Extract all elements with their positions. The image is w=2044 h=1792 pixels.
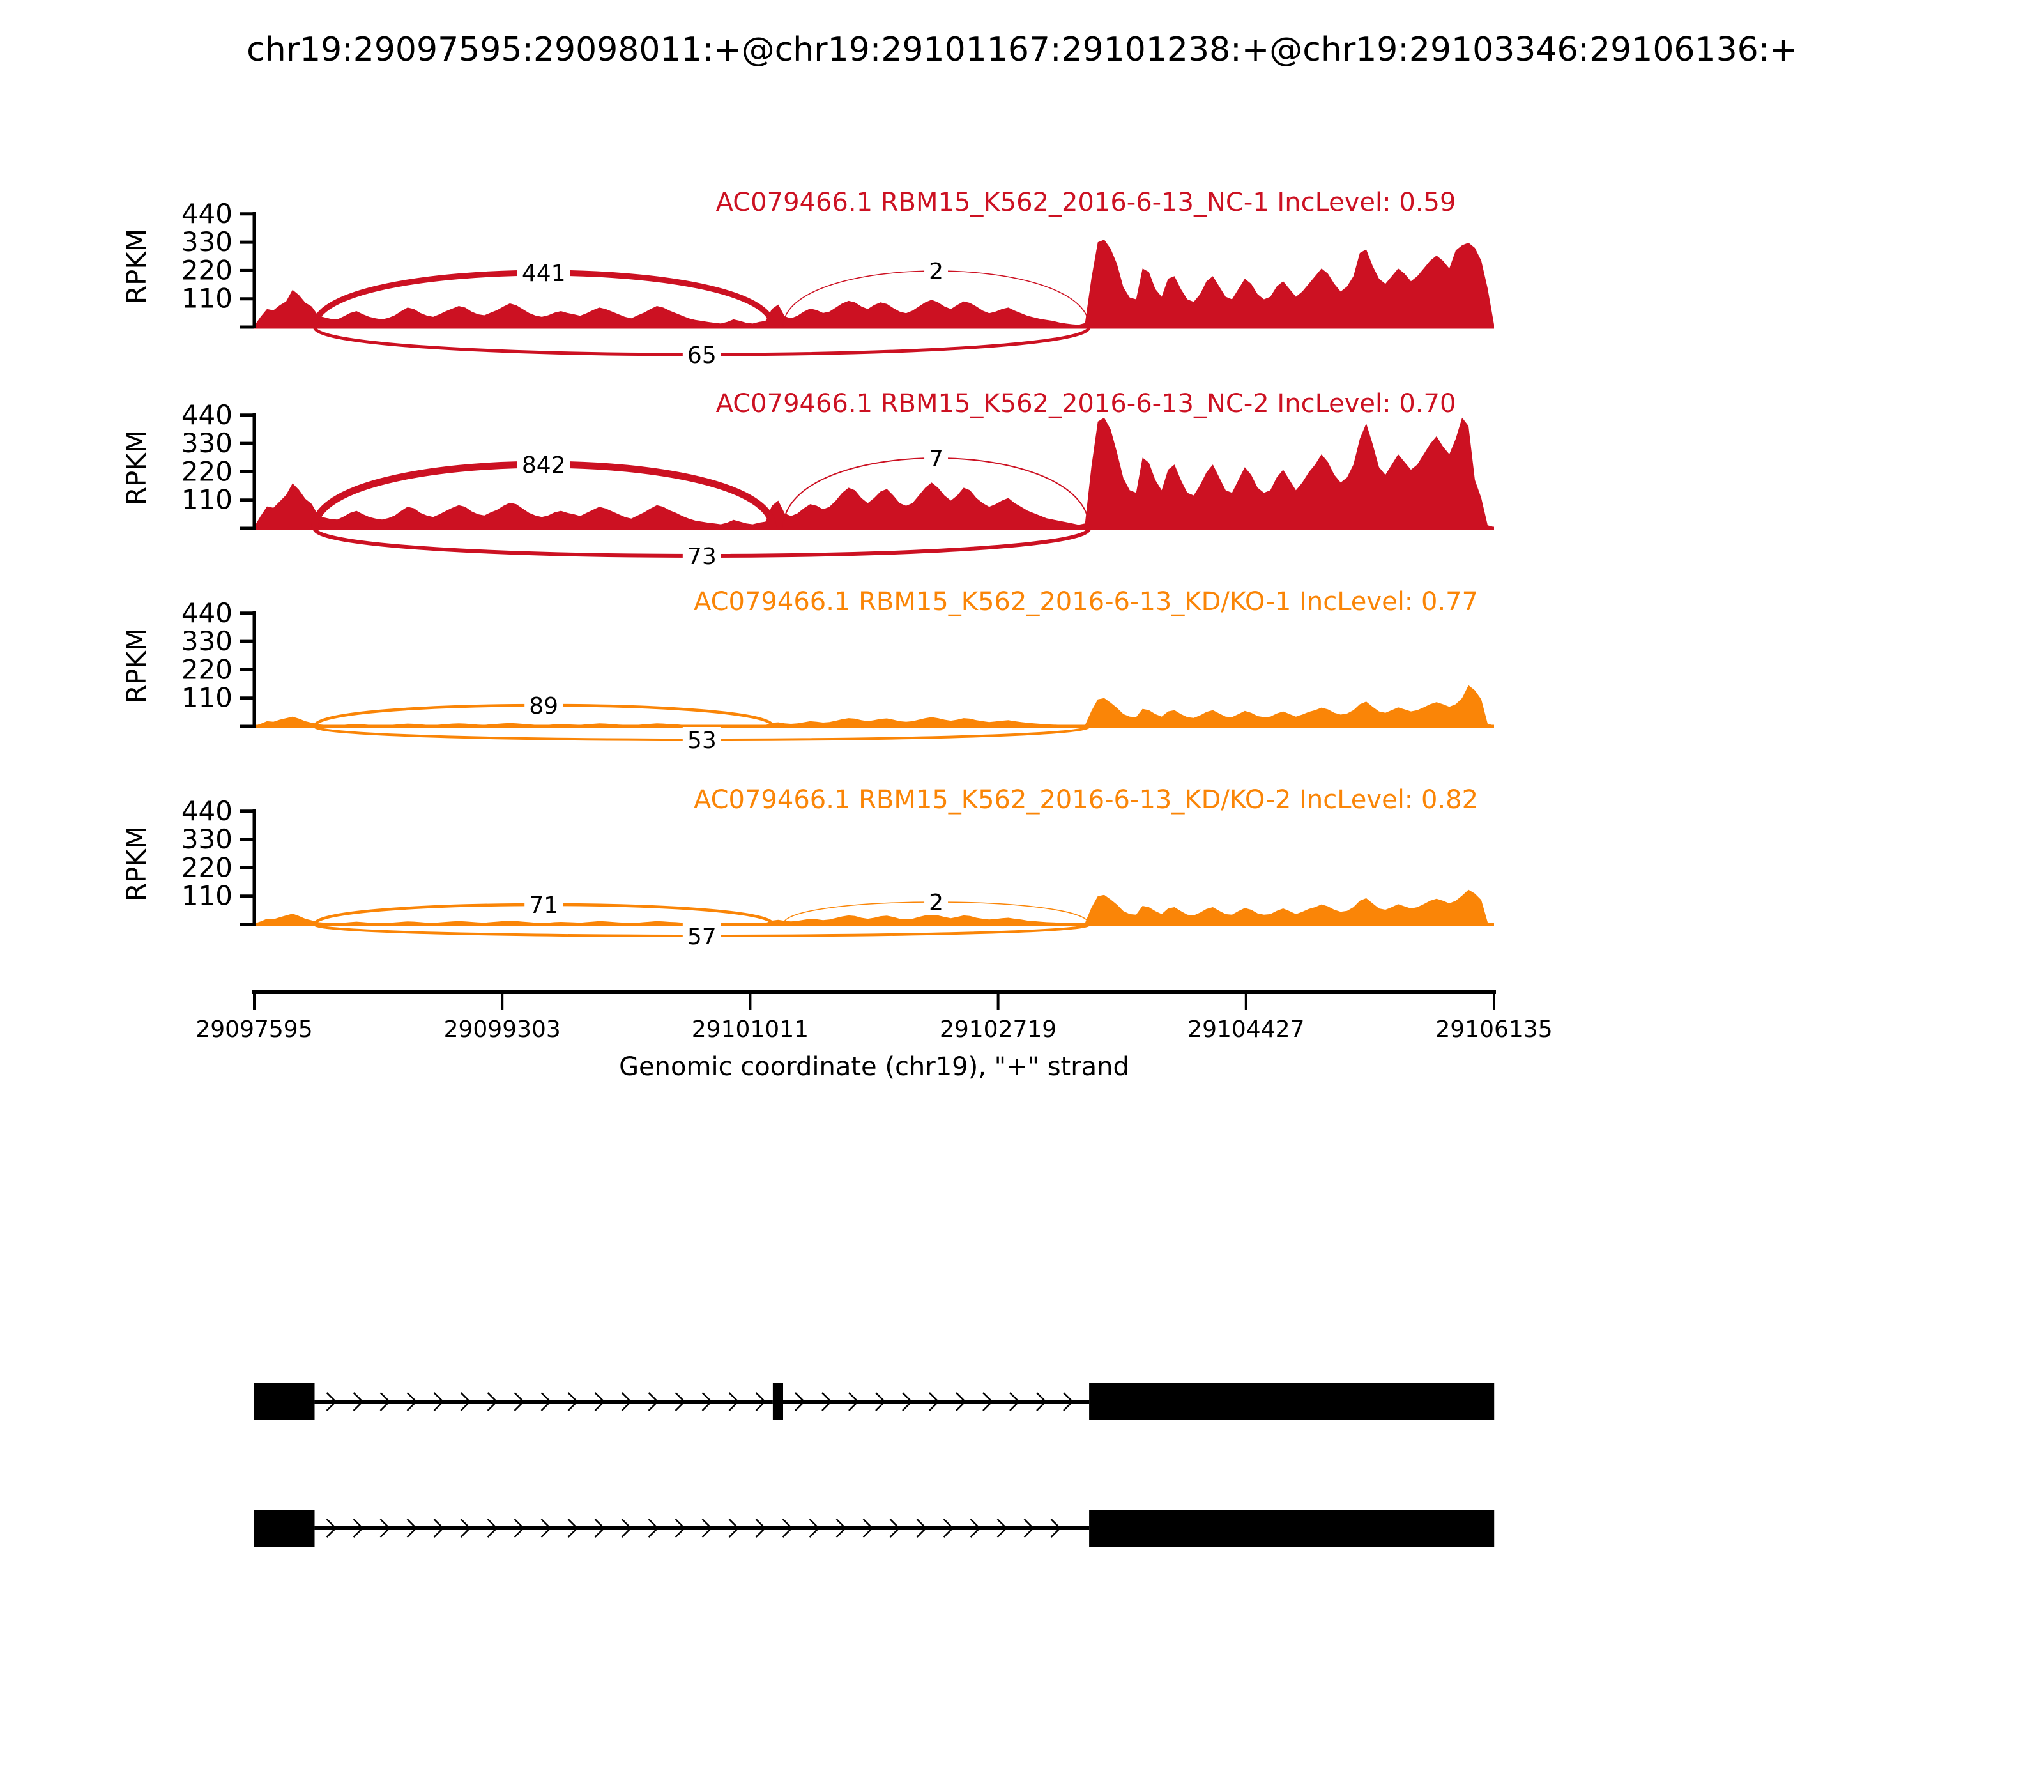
y-tick-label: 440 [181,399,233,431]
track-2 [121,389,1494,570]
y-axis-title: RPKM [121,627,152,704]
y-tick-label: 110 [181,880,233,912]
x-tick-label: 29104427 [1187,1016,1305,1043]
exon-box [254,1510,315,1547]
y-tick-label: 110 [181,682,233,714]
x-tick-label: 29106135 [1435,1016,1553,1043]
junction-count-label: 73 [687,544,717,570]
exon-box [254,1383,315,1420]
y-axis-title: RPKM [121,825,152,902]
y-axis-title: RPKM [121,228,152,305]
y-tick-label: 220 [181,254,233,286]
read-coverage-area [254,240,1494,327]
y-tick-label: 220 [181,654,233,685]
exon-box [773,1383,783,1420]
y-tick-label: 110 [181,282,233,314]
track-1 [121,188,1494,369]
track-3 [121,587,1494,754]
y-tick-label: 330 [181,427,233,459]
junction-count-label: 65 [687,342,717,369]
junction-count-label: 441 [521,261,566,287]
junction-count-label: 842 [521,452,566,479]
y-tick-label: 110 [181,484,233,516]
figure-title: chr19:29097595:29098011:+@chr19:29101167:29101238:+@chr19:29103346:29106136:+ [247,31,1797,69]
coverage-tracks [121,188,1494,950]
track-title: AC079466.1 RBM15_K562_2016-6-13_NC-1 IncLevel: 0.59 [715,188,1456,217]
isoform-2 [254,1510,1494,1547]
junction-count-label: 2 [929,890,944,916]
x-axis-title: Genomic coordinate (chr19), "+" strand [619,1052,1129,1082]
read-coverage-area [254,685,1494,726]
x-tick-label: 29101011 [691,1016,809,1043]
y-tick-label: 440 [181,795,233,827]
junction-count-label: 57 [687,924,717,950]
exon-box [1089,1510,1494,1547]
track-title: AC079466.1 RBM15_K562_2016-6-13_KD/KO-1 IncLevel: 0.77 [693,587,1479,616]
track-title: AC079466.1 RBM15_K562_2016-6-13_NC-2 IncLevel: 0.70 [715,389,1456,418]
genomic-x-axis [195,992,1552,1082]
junction-count-label: 89 [529,693,559,719]
y-tick-label: 330 [181,823,233,855]
x-tick-label: 29097595 [195,1016,313,1043]
track-4 [121,785,1494,950]
y-tick-label: 440 [181,197,233,229]
y-axis-title: RPKM [121,429,152,506]
junction-count-label: 71 [529,892,559,919]
y-tick-label: 220 [181,456,233,487]
junction-count-label: 7 [929,446,944,472]
y-tick-label: 330 [181,625,233,657]
y-tick-label: 220 [181,852,233,884]
gene-models [254,1383,1494,1547]
isoform-1 [254,1383,1494,1420]
track-title: AC079466.1 RBM15_K562_2016-6-13_KD/KO-2 IncLevel: 0.82 [693,785,1479,815]
junction-count-label: 2 [929,259,944,285]
x-tick-label: 29102719 [939,1016,1057,1043]
y-tick-label: 330 [181,226,233,258]
y-tick-label: 440 [181,597,233,629]
x-tick-label: 29099303 [443,1016,561,1043]
exon-box [1089,1383,1494,1420]
junction-count-label: 53 [687,728,717,754]
